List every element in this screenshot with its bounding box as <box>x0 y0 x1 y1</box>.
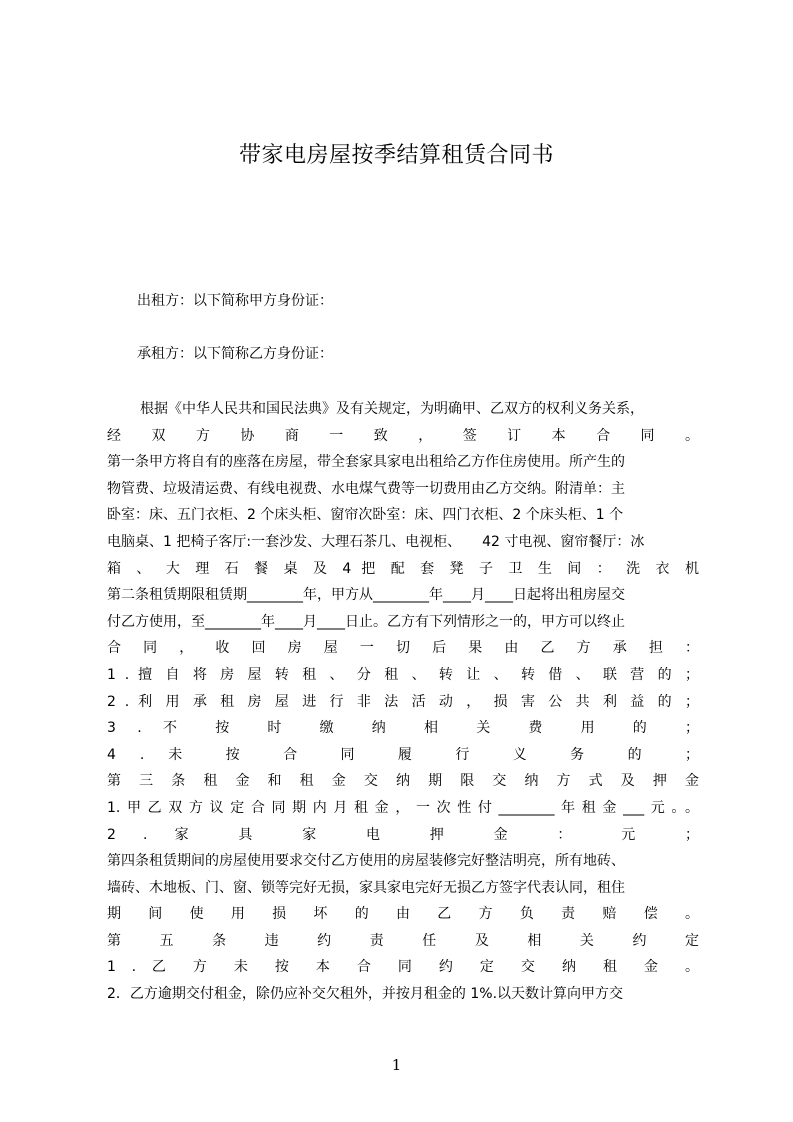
text-line-breach-clause-2: 2．乙方逾期交付租金，除仍应补交欠租外，并按月租金的 1%.以天数计算向甲方交 <box>107 986 624 1003</box>
text-line-article-5: 第 五 条 违 约 责 任 及 相 关 约 定 <box>107 932 699 949</box>
lessor-line: 出租方：以下简称甲方身份证： <box>137 293 333 309</box>
text-line-clause-2: 2 . 利 用 承 租 房 屋 进 行 非 法 活 动 ， 损 害 公 共 利 益 的 ； <box>107 693 699 710</box>
text-line: 卧室：床、五门衣柜、2 个床头柜、窗帘次卧室：床、四门衣柜、2 个床头柜、1 个 <box>107 507 624 524</box>
text-line: 合 同 ， 收 回 房 屋 一 切 后 果 由 乙 方 承 担 ： <box>107 640 699 657</box>
text-line-preamble: 根据《中华人民共和国民法典》及有关规定，为明确甲、乙双方的权利义务关系， <box>140 401 644 417</box>
text-line-agreement: 经 双 方 协 商 一 致 ， 签 订 本 合 同 。 <box>107 427 699 444</box>
text-line: 期 间 使 用 损 坏 的 由 乙 方 负 责 赔 偿 。 <box>107 906 699 923</box>
document-title: 带家电房屋按季结算租赁合同书 <box>238 143 554 168</box>
contract-body <box>107 396 699 1008</box>
text-line-article-1: 第一条甲方将自有的座落在房屋，带全套家具家电出租给乙方作住房使用。所产生的 <box>107 454 625 471</box>
text-line-article-4: 第四条租赁期间的房屋使用要求交付乙方使用的房屋装修完好整洁明亮，所有地砖、 <box>107 853 625 870</box>
text-line-article-2: 第二条租赁期限租赁期________年，甲方从________年____月____日起将出租房屋交 <box>107 587 625 604</box>
text-line-rent-clause-2: 2 . 家 具 家 电 押 金 ： 元 ； <box>107 826 699 843</box>
text-line: 付乙方使用，至________年____月____日止。乙方有下列情形之一的，甲方可以终止 <box>107 613 625 630</box>
text-line: 箱 、 大 理 石 餐 桌 及 4 把 配 套 凳 子 卫 生 间 ： 洗 衣 机 <box>107 560 699 577</box>
text-line-article-3: 第 三 条 租 金 和 租 金 交 纳 期 限 交 纳 方 式 及 押 金 <box>107 773 699 790</box>
text-line: 墙砖、木地板、门、窗、锁等完好无损，家具家电完好无损乙方签字代表认同，租住 <box>107 879 625 896</box>
text-line-clause-4: 4 . 未 按 合 同 履 行 义 务 的 ； <box>107 746 699 763</box>
text-line-breach-clause-1: 1 . 乙 方 未 按 本 合 同 约 定 交 纳 租 金 。 <box>107 959 699 976</box>
page-number: 1 <box>391 1056 402 1074</box>
text-line-clause-3: 3 . 不 按 时 缴 纳 相 关 费 用 的 ； <box>107 720 699 737</box>
text-line-clause-1: 1 . 擅 自 将 房 屋 转 租 、 分 租 、 转 让 、 转 借 、 联 营 的 ； <box>107 666 699 683</box>
lessee-line: 承租方：以下简称乙方身份证： <box>137 346 333 362</box>
text-line: 物管费、垃圾清运费、有线电视费、水电煤气费等一切费用由乙方交纳。附清单：主 <box>107 480 625 497</box>
text-line: 电脑桌、1 把椅子客厅:一套沙发、大理石茶几、电视柜、 42 寸电视、窗帘餐厅：冰 <box>107 533 645 550</box>
text-line-rent-clause-1: 1.甲乙双方议定合同期内月租金，一次性付________年租金___元。。 <box>107 799 699 816</box>
